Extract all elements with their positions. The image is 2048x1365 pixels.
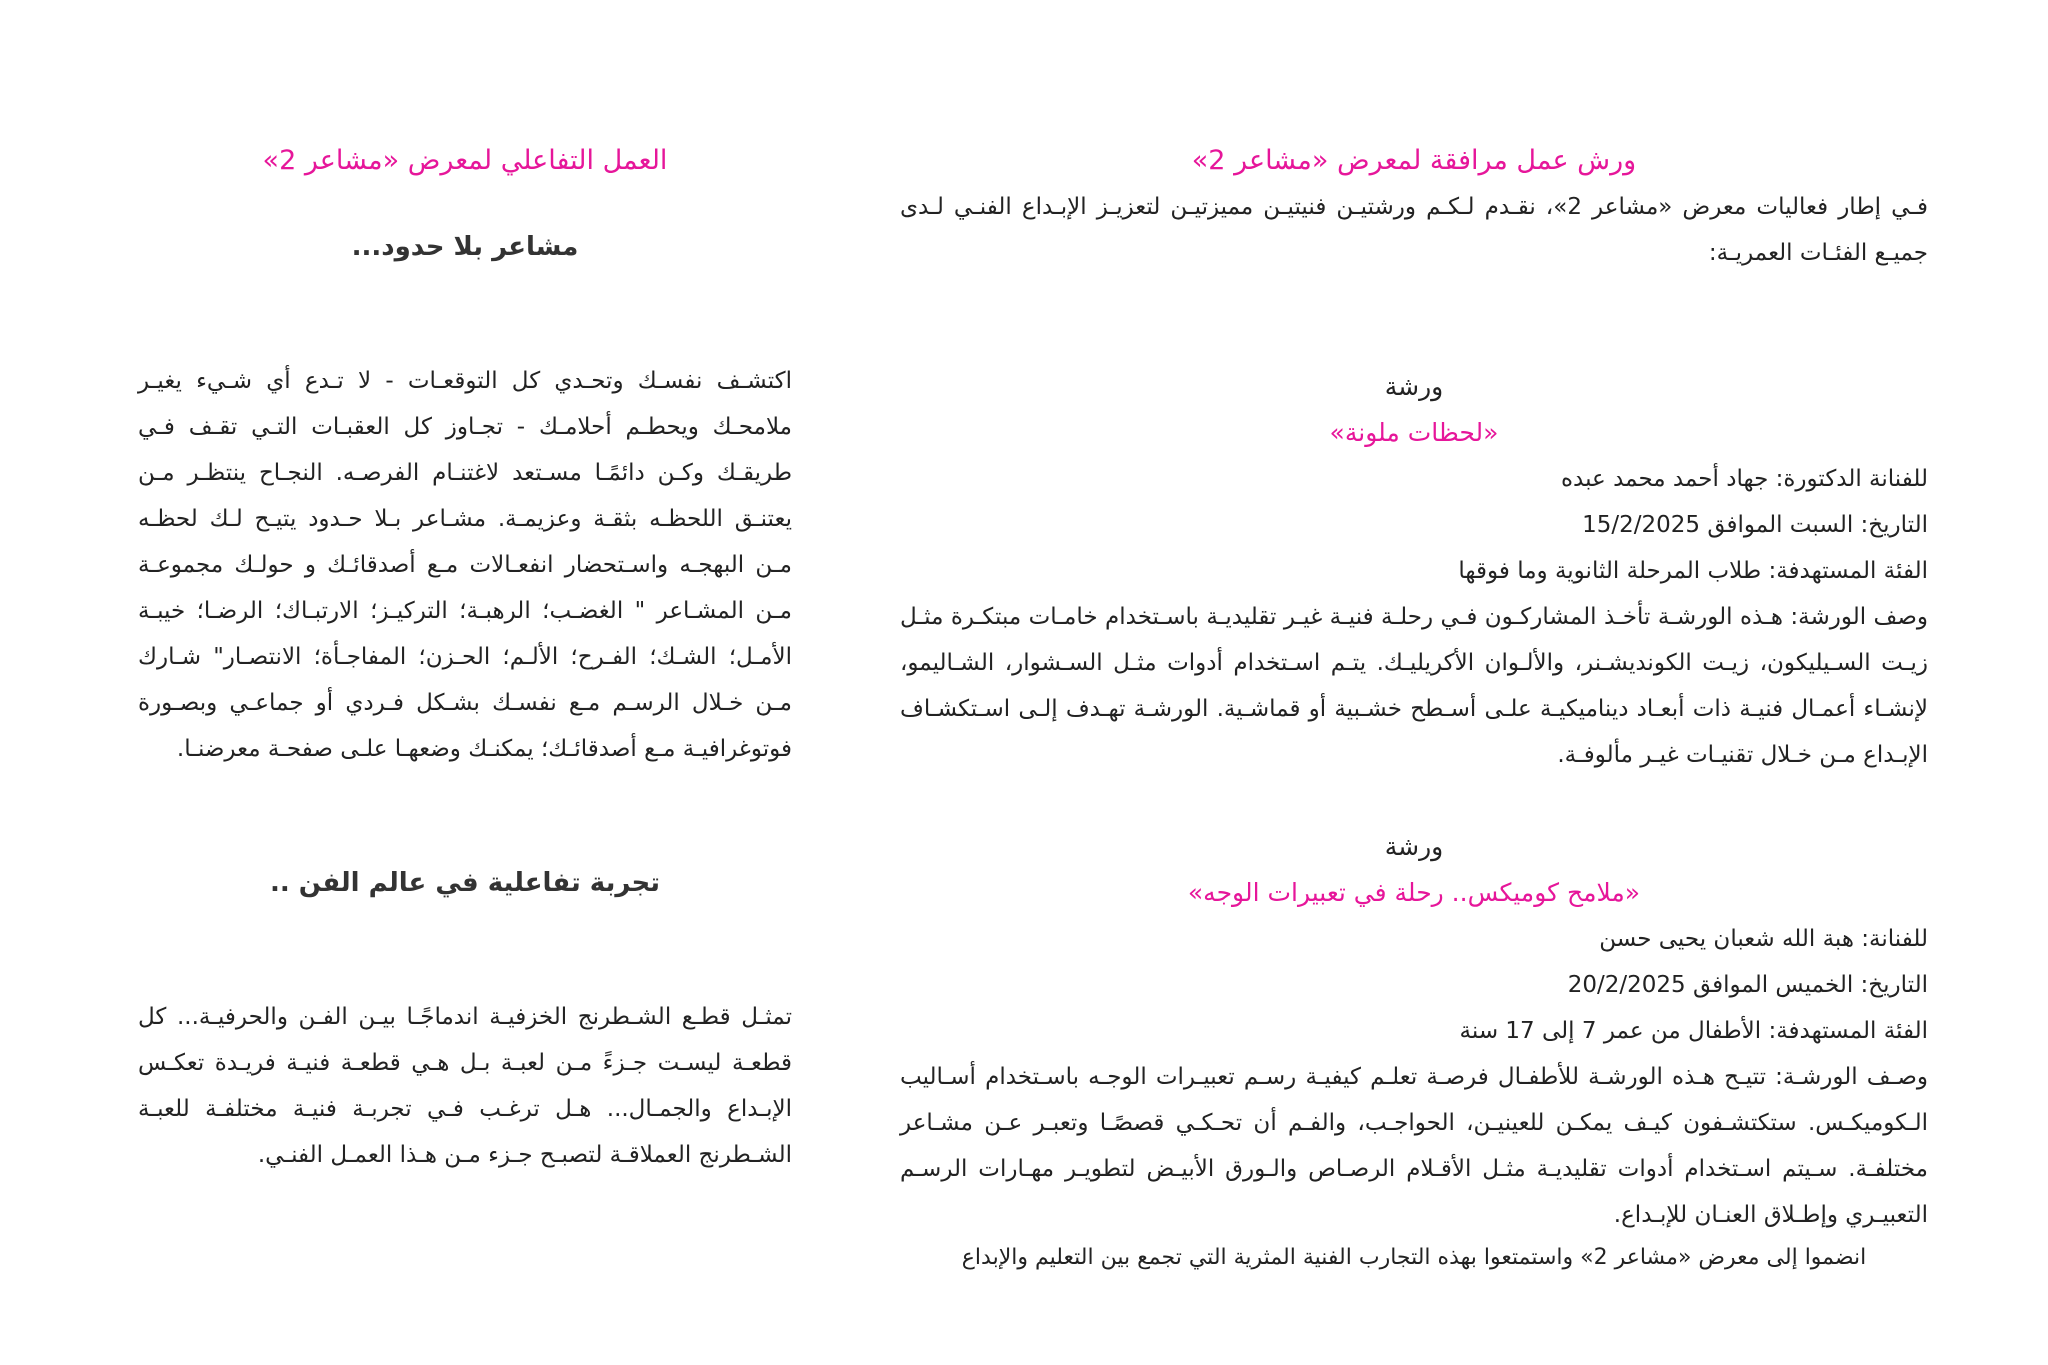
workshop-2 [900,824,1928,1238]
workshop-2-date: التاريخ: الخميس الموافق 20/2/2025 [1567,972,1928,998]
section-1-body: اكتشـف نفسـك وتحـدي كل التوقعـات - لا تـدع أي شـيء يغيـر ملامحـك ويحطـم أحلامـك - تجـاوز كل العقبـات التـي تقـف فـي طريقـك وكـن دائمًـا مسـتعد لاغتنـام الفرصـه. النجـاح ينتظـر مـن يعتنـق اللحظـه بثقـة وعزيمـة. مشـاعر بـلا حـدود يتيـح لـك لحظـه مـن البهجـه واسـتحضار انفعـالات مـع أصدقائـك و حولـك مجموعـة مـن المشـاعر " الغضـب؛ الرهبـة؛ التركيـز؛ الارتبـاك؛ الرضـا؛ خيبـة الأمـل؛ الشـك؛ الفـرح؛ الألـم؛ الحـزن؛ المفاجـأة؛ الانتصـار" شـارك مـن خـلال الرسـم مـع نفسـك بشـكل فـردي أو جماعـي وبصـورة فوتوغرافيـة مـع أصدقائـك؛ يمكنـك وضعهـا علـى صفحـة معرضنـا. [138,368,792,762]
workshop-2-name: «ملامح كوميكس.. رحلة في تعبيرات الوجه» [1187,878,1641,907]
workshop-1-date: التاريخ: السبت الموافق 15/2/2025 [1582,512,1928,538]
workshop-1-audience: الفئة المستهدفة: طلاب المرحلة الثانوية وما فوقها [1458,558,1928,584]
workshops-intro: فـي إطار فعاليات معرض «مشاعر 2»، نقـدم لـكـم ورشتيـن فنيتيـن مميزتيـن لتعزيـز الإبـداع الفنـي لـدى جميـع الفئـات العمريـة: [900,194,1928,266]
workshops-column [900,138,1928,1278]
section-2-heading: تجربة تفاعلية في عالم الفن .. [270,868,660,898]
workshop-1-name: «لحظات ملونة» [1329,418,1499,447]
workshop-2-description: وصـف الورشـة: تتيـح هـذه الورشـة للأطفـال فرصـة تعلـم كيفيـة رسـم تعبيـرات الوجـه باسـتخدام أسـاليب الـكوميكـس. ستكتشـفون كيـف يمكـن للعينيـن، الحواجـب، والفـم أن تحـكـي قصصًـا وتعبـر عـن مشـاعر مختلفـة. سـيتم اسـتخدام أدوات تقليديـة مثـل الأقـلام الرصـاص والـورق الأبيـض لتطويـر مهـارات الرسـم التعبيـري وإطـلاق العنـان للإبـداع. [900,1064,1928,1228]
workshop-1-description: وصف الورشة: هـذه الورشـة تأخـذ المشاركـون فـي رحلـة فنيـة غيـر تقليديـة باسـتخدام خامـات مبتكـرة مثـل زيـت السـيليكون، زيـت الكونديشـنر، والألـوان الأكريليـك. يتـم اسـتخدام أدوات مثـل السـشوار، الشـاليمو، لإنشـاء أعمـال فنيـة ذات أبعـاد ديناميكيـة علـى أسـطح خشـبية أو قماشـية. الورشـة تهـدف إلـى اسـتكشـاف الإبـداع مـن خـلال تقنيـات غيـر مألوفـة. [900,604,1928,768]
interactive-column [138,138,792,1178]
closing-note: انضموا إلى معرض «مشاعر 2» واستمتعوا بهذه التجارب الفنية المثرية التي تجمع بين التعليم والإبداع [961,1245,1867,1270]
workshop-2-label: ورشة [1384,832,1444,861]
section-2-body: تمثـل قطـع الشـطرنج الخزفيـة اندماجًـا بيـن الفـن والحرفيـة... كل قطعـة ليسـت جـزءً مـن لعبـة بـل هـي قطعـة فنيـة فريـدة تعكـس الإبـداع والجمـال... هـل ترغـب فـي تجربـة فنيـة مختلفـة للعبـة الشـطرنج العملاقـة لتصبـح جـزء مـن هـذا العمـل الفنـي. [138,1004,792,1168]
workshop-2-artist: للفنانة: هبة الله شعبان يحيى حسن [1599,926,1928,952]
section-1-heading: مشاعر بلا حدود... [351,232,579,262]
workshop-1-artist: للفنانة الدكتورة: جهاد أحمد محمد عبده [1560,466,1928,492]
interactive-title: العمل التفاعلي لمعرض «مشاعر 2» [262,145,668,176]
workshop-1-label: ورشة [1384,372,1444,401]
workshop-1 [900,364,1928,778]
workshops-title: ورش عمل مرافقة لمعرض «مشاعر 2» [1191,145,1637,176]
workshop-2-audience: الفئة المستهدفة: الأطفال من عمر 7 إلى 17 سنة [1459,1018,1928,1044]
